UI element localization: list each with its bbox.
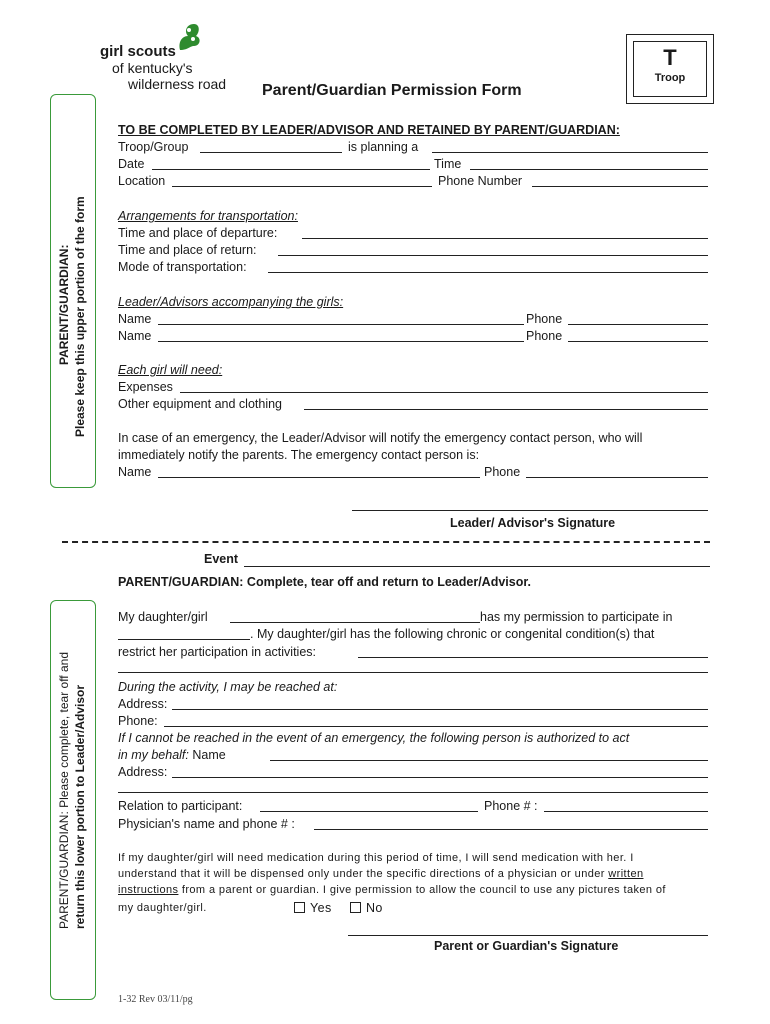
leader-row-1 [118,311,708,327]
troop-box [626,34,714,104]
permission-label: has my permission to participate in [480,610,673,624]
footer-revision: 1-32 Rev 03/11/pg [118,994,193,1005]
emergency-name-field[interactable] [158,464,480,478]
daughter-row [118,609,708,625]
sidebar-upper [50,94,96,488]
leader-name-label-1: Name [118,312,152,326]
trefoil-icon [176,22,202,52]
consent-row [118,900,383,916]
restrict-field[interactable] [358,644,708,658]
departure-row [118,225,708,241]
troop-group-field[interactable] [200,139,342,153]
sidebar-lower [50,600,96,1000]
medication-text-3 [118,882,666,898]
condition-label: . My daughter/girl has the following chronic or congenital condition(s) that [250,627,655,641]
cannot-reach-text-1: If I cannot be reached in the event of an emergency, the following person is authorized to act [118,731,630,745]
needs-heading: Each girl will need: [118,363,223,377]
relation-phone-field[interactable] [544,798,708,812]
phone-number-field[interactable] [532,173,708,187]
emergency-contact-row [118,464,708,480]
emergency-name-label: Name [118,465,152,479]
leader-name-field-2[interactable] [158,328,524,342]
leader-name-label-2: Name [118,329,152,343]
troop-letter: T [663,45,677,70]
event-label: Event [204,552,239,566]
time-label: Time [434,157,462,171]
physician-field[interactable] [314,816,708,830]
departure-label: Time and place of departure: [118,226,278,240]
troop-label: Troop [654,72,686,84]
page-title: Parent/Guardian Permission Form [262,82,522,99]
planning-label: is planning a [348,140,419,154]
authorized-address-field-2[interactable] [118,792,708,793]
leader-signature-line[interactable] [352,510,708,511]
phone-number-label: Phone Number [438,174,523,188]
activity-field[interactable] [118,626,250,640]
relation-phone-label: Phone # : [484,799,538,813]
leader-signature-label: Leader/ Advisor's Signature [450,516,616,530]
parent-signature-label: Parent or Guardian's Signature [434,939,619,953]
relation-field[interactable] [260,798,478,812]
mode-row [118,259,708,275]
leader-phone-label-1: Phone [526,312,563,326]
medication-text-2a: understand that it will be dispensed only under the specific directions of a physician or under [118,868,609,880]
lower-heading: PARENT/GUARDIAN: Complete, tear off and return to Leader/Advisor. [118,575,532,589]
mode-field[interactable] [268,259,708,273]
logo-line-2: of kentucky's [112,60,193,76]
address-label: Address: [118,697,168,711]
logo [100,22,260,92]
mode-label: Mode of transportation: [118,260,247,274]
transport-heading: Arrangements for transportation: [118,209,298,223]
troop-group-row [118,139,708,155]
phone-row [118,713,708,729]
return-row [118,242,708,258]
equipment-label: Other equipment and clothing [118,397,282,411]
return-field[interactable] [278,242,708,256]
authorized-address-label: Address: [118,765,168,779]
restrict-row [118,644,708,660]
leader-phone-field-1[interactable] [568,311,708,325]
parent-signature-line[interactable] [348,935,708,936]
relation-label: Relation to participant: [118,799,243,813]
yes-checkbox[interactable] [294,902,305,913]
authorized-name-label: Name [192,748,226,762]
medication-text-4: my daughter/girl. [118,902,207,914]
upper-heading: TO BE COMPLETED BY LEADER/ADVISOR AND RETAINED BY PARENT/GUARDIAN: [118,123,620,137]
address-field[interactable] [172,696,708,710]
sidebar-lower-line-2: return this lower portion to Leader/Advisor [73,684,87,929]
planning-field[interactable] [432,139,708,153]
phone-field[interactable] [164,713,708,727]
emergency-text-1: In case of an emergency, the Leader/Advisor will notify the emergency contact person, who will [118,431,643,445]
medication-text-3a: instructions [118,884,179,896]
logo-line-1: girl scouts [100,43,176,60]
date-row [118,156,708,172]
location-label: Location [118,174,166,188]
restrict-label: restrict her participation in activities: [118,645,316,659]
daughter-field[interactable] [230,609,480,623]
date-label: Date [118,157,145,171]
reached-heading: During the activity, I may be reached at: [118,680,338,694]
event-field[interactable] [244,552,710,567]
physician-row [118,816,708,832]
location-row [118,173,708,189]
return-label: Time and place of return: [118,243,257,257]
event-row [204,552,710,566]
time-field[interactable] [470,156,708,170]
authorized-address-row [118,764,708,780]
sidebar-lower-line-1: PARENT/GUARDIAN: Please complete, tear off and [57,651,71,929]
authorized-name-row [118,747,708,763]
leaders-heading: Leader/Advisors accompanying the girls: [118,295,344,309]
sidebar-upper-line-2: Please keep this upper portion of the form [73,196,87,437]
tear-off-line [62,541,710,543]
equipment-field[interactable] [304,396,708,410]
authorized-address-field[interactable] [172,764,708,778]
equipment-row [118,396,708,412]
departure-field[interactable] [302,225,708,239]
medication-text-2 [118,866,643,882]
date-field[interactable] [152,156,430,170]
leader-name-field-1[interactable] [158,311,524,325]
cannot-reach-text-2: in my behalf: [118,748,189,762]
expenses-field[interactable] [180,379,708,393]
emergency-phone-field[interactable] [526,464,708,478]
logo-line-3: wilderness road [128,76,227,92]
emergency-text-2: immediately notify the parents. The emergency contact person is: [118,448,480,462]
phone-label: Phone: [118,714,158,728]
daughter-label: My daughter/girl [118,610,208,624]
no-checkbox[interactable] [350,902,361,913]
leader-row-2 [118,328,708,344]
medication-text-1: If my daughter/girl will need medication during this period of time, I will send medication with her. I [118,852,634,864]
authorized-name-field[interactable] [270,747,708,761]
leader-phone-field-2[interactable] [568,328,708,342]
no-label: No [366,901,383,915]
yes-label: Yes [310,901,332,915]
restrict-field-2[interactable] [118,672,708,673]
medication-text-3b: from a parent or guardian. I give permission to allow the council to use any pictures taken of [178,884,666,896]
medication-text-2b: written [608,868,644,880]
physician-label: Physician's name and phone # : [118,817,295,831]
expenses-label: Expenses [118,380,173,394]
location-field[interactable] [172,173,432,187]
leader-phone-label-2: Phone [526,329,563,343]
troop-group-label: Troop/Group [118,140,189,154]
sidebar-upper-line-1: PARENT/GUARDIAN: [57,244,71,365]
expenses-row [118,379,708,395]
address-row [118,696,708,712]
emergency-phone-label: Phone [484,465,521,479]
relation-row [118,798,708,814]
